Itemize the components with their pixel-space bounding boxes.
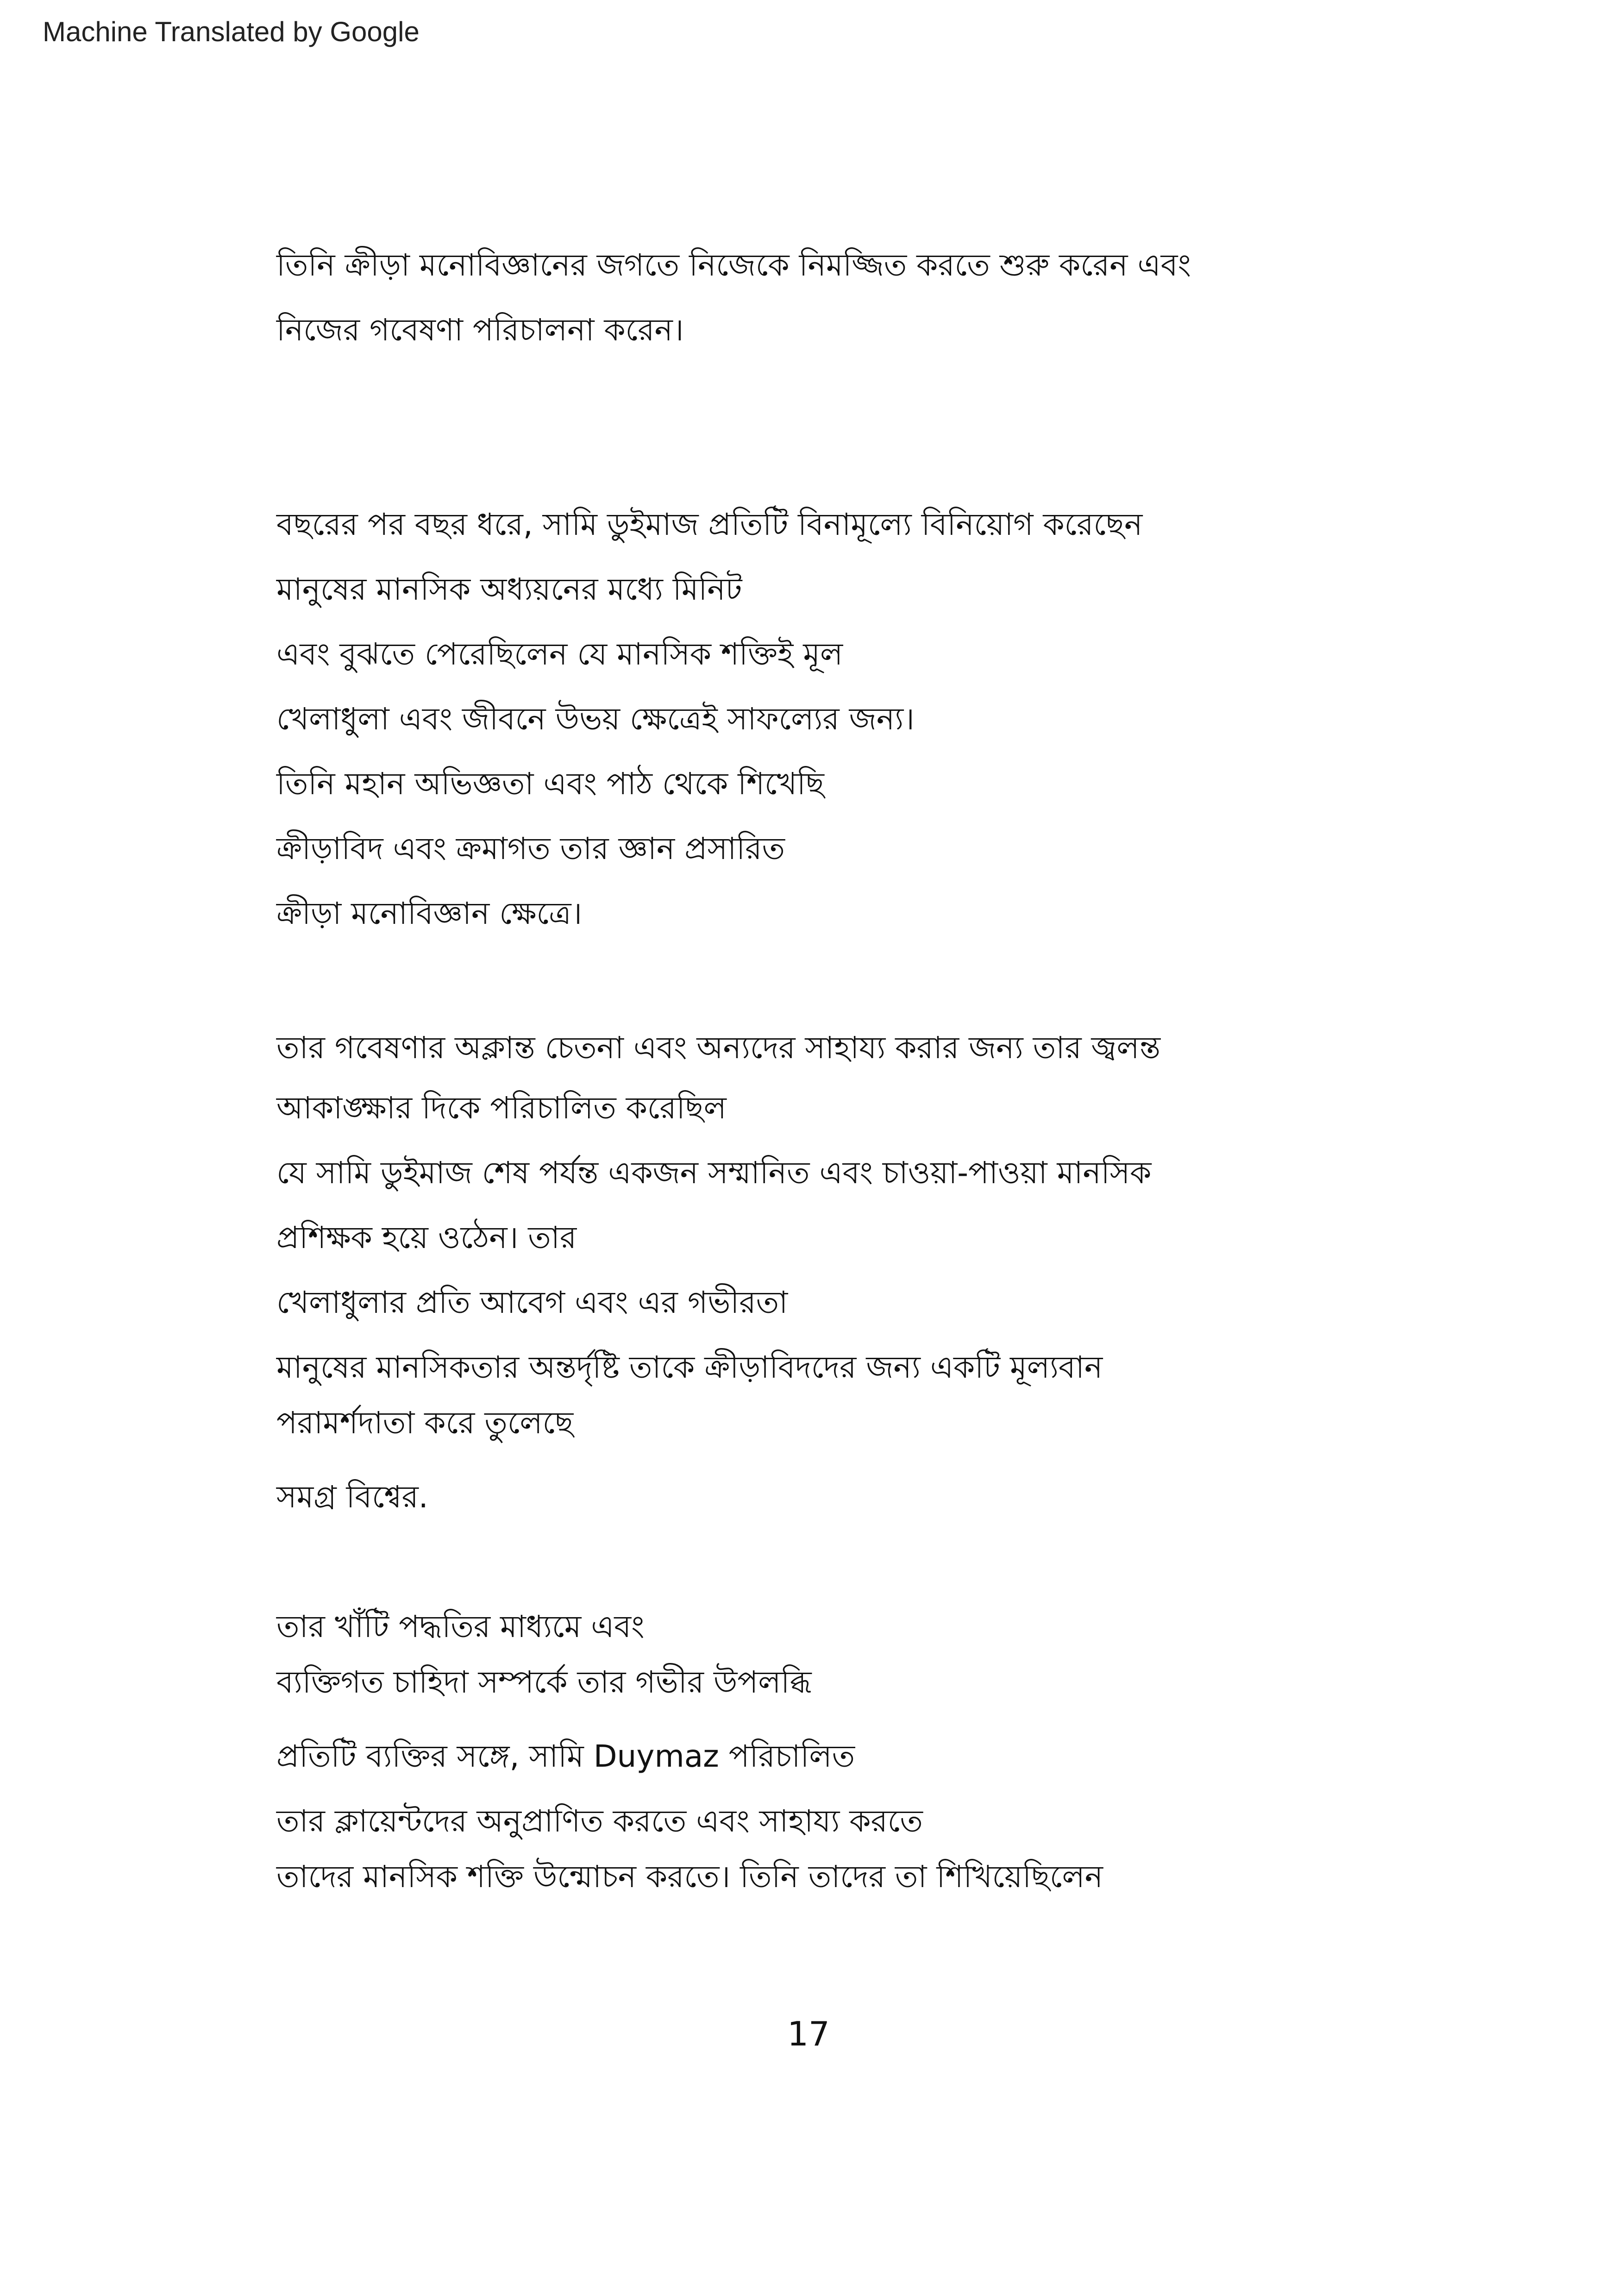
text-line: আকাঙ্ক্ষার দিকে পরিচালিত করেছিল [276,1090,727,1126]
text-line: তার গবেষণার অক্লান্ত চেতনা এবং অন্যদের সাহায্য করার জন্য তার জ্বলন্ত [276,1030,1161,1066]
text-line: প্রশিক্ষক হয়ে ওঠেন। তার [276,1220,577,1255]
page-number: 17 [787,2014,830,2053]
text-line: মানুষের মানসিকতার অন্তর্দৃষ্টি তাকে ক্রীড়াবিদদের জন্য একটি মূল্যবান [276,1349,1103,1385]
text-line: পরামর্শদাতা করে তুলেছে [276,1405,574,1441]
text-line: মানুষের মানসিক অধ্যয়নের মধ্যে মিনিট [276,571,742,607]
text-line: খেলাধুলা এবং জীবনে উভয় ক্ষেত্রেই সাফল্যের জন্য। [276,701,915,737]
machine-translation-banner: Machine Translated by Google [43,16,420,47]
text-line: বছরের পর বছর ধরে, সামি ডুইমাজ প্রতিটি বিনামূল্যে বিনিয়োগ করেছেন [276,507,1143,542]
text-line: তাদের মানসিক শক্তি উন্মোচন করতে। তিনি তাদের তা শিখিয়েছিলেন [276,1859,1103,1895]
text-line: তিনি ক্রীড়া মনোবিজ্ঞানের জগতে নিজেকে নিমজ্জিত করতে শুরু করেন এবং [276,247,1191,283]
text-line: নিজের গবেষণা পরিচালনা করেন। [276,312,684,348]
text-line: ক্রীড়াবিদ এবং ক্রমাগত তার জ্ঞান প্রসারিত [276,831,785,866]
text-line: প্রতিটি ব্যক্তির সঙ্গে, সামি Duymaz পরিচালিত [276,1738,855,1774]
text-line: তার ক্লায়েন্টদের অনুপ্রাণিত করতে এবং সাহায্য করতে [276,1803,923,1839]
text-line: খেলাধুলার প্রতি আবেগ এবং এর গভীরতা [276,1285,788,1320]
text-line: সমগ্র বিশ্বের. [276,1479,428,1515]
text-line: তিনি মহান অভিজ্ঞতা এবং পাঠ থেকে শিখেছি [276,766,824,802]
text-line: এবং বুঝতে পেরেছিলেন যে মানসিক শক্তিই মূল [276,636,843,672]
text-line: ক্রীড়া মনোবিজ্ঞান ক্ষেত্রে। [276,896,583,931]
text-line: তার খাঁটি পদ্ধতির মাধ্যমে এবং [276,1609,645,1644]
text-line: ব্যক্তিগত চাহিদা সম্পর্কে তার গভীর উপলব্ধি [276,1664,812,1700]
text-line: যে সামি ডুইমাজ শেষ পর্যন্ত একজন সম্মানিত এবং চাওয়া-পাওয়া মানসিক [276,1155,1152,1191]
